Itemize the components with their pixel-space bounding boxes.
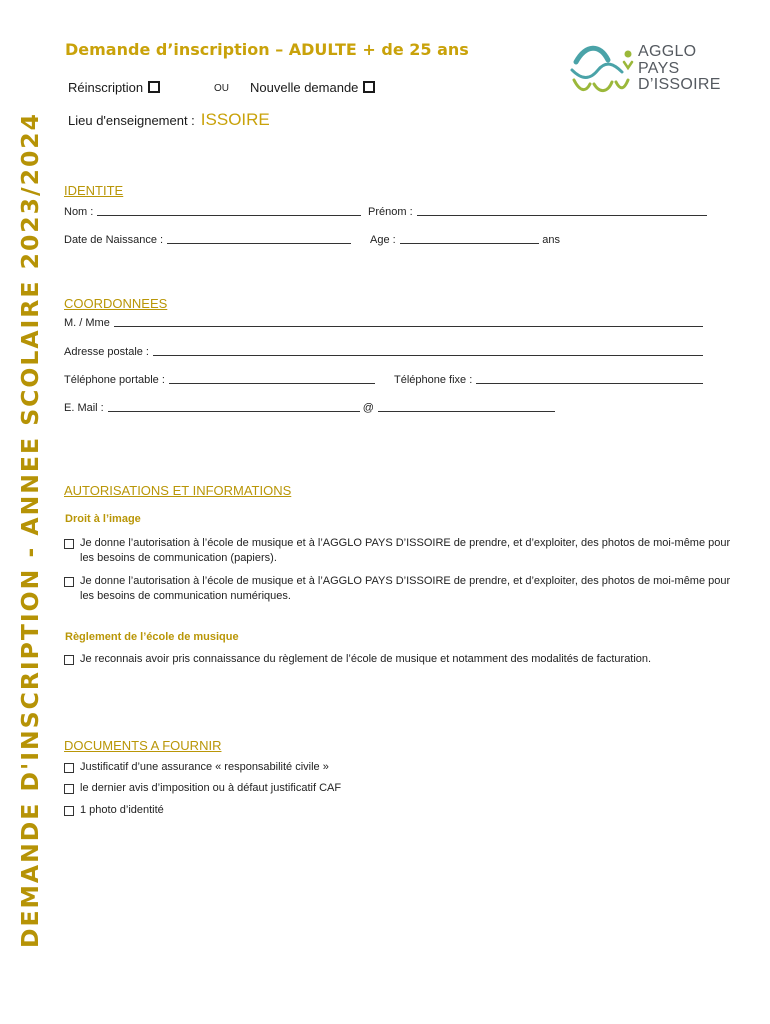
adresse-input-line[interactable] (153, 355, 703, 356)
nom-input-line[interactable] (97, 215, 361, 216)
date-naissance-label: Date de Naissance : (64, 234, 164, 246)
consent-image-numerique[interactable] (64, 574, 744, 603)
reinscription-option[interactable] (68, 80, 160, 95)
document-item-photo[interactable] (64, 803, 164, 818)
reinscription-label: Réinscription (68, 80, 144, 95)
prenom-input-line[interactable] (417, 215, 707, 216)
document-photo-text: 1 photo d’identité (80, 804, 164, 816)
lieu-label: Lieu d'enseignement : (68, 113, 195, 128)
document-item-assurance[interactable] (64, 760, 329, 775)
droit-image-subtitle: Droit à l’image (65, 513, 141, 525)
agglo-logo-text (638, 44, 721, 94)
age-field[interactable] (370, 234, 560, 246)
document-imposition-text: le dernier avis d’imposition ou à défaut justificatif CAF (80, 782, 342, 794)
logo-line-3: D’ISSOIRE (638, 76, 721, 93)
civilite-input-line[interactable] (114, 326, 703, 327)
nom-label: Nom : (64, 206, 94, 218)
reinscription-checkbox[interactable] (148, 81, 160, 93)
agglo-logo-icon (568, 40, 638, 96)
consent-image-papier-text: Je donne l’autorisation à l’école de musique et à l’AGGLO PAYS D’ISSOIRE de prendre, et d’exploiter, des photos de moi-même pour les besoins de communication (papiers). (80, 537, 731, 564)
email-at-sign: @ (362, 402, 374, 414)
document-imposition-checkbox[interactable] (64, 784, 74, 794)
side-banner (0, 0, 70, 1024)
tel-portable-field[interactable] (64, 374, 378, 386)
lieu-value: ISSOIRE (200, 110, 270, 129)
date-naissance-field[interactable] (64, 234, 354, 246)
age-input-line[interactable] (400, 243, 540, 244)
tel-fixe-label: Téléphone fixe : (394, 374, 473, 386)
consent-image-papier-checkbox[interactable] (64, 539, 74, 549)
logo-line-1: AGGLO (638, 43, 697, 60)
age-label: Age : (370, 234, 396, 246)
prenom-field[interactable] (368, 206, 710, 218)
section-coordonnees-title: COORDONNEES (64, 296, 168, 311)
nouvelle-demande-label: Nouvelle demande (250, 80, 359, 95)
adresse-label: Adresse postale : (64, 346, 149, 358)
consent-reglement-text: Je reconnais avoir pris connaissance du règlement de l’école de musique et notamment des modalités de facturation. (80, 653, 652, 665)
form-title: Demande d’inscription – ADULTE + de 25 ans (65, 40, 469, 59)
civilite-field[interactable] (64, 317, 706, 329)
document-item-imposition[interactable] (64, 781, 341, 796)
ou-separator: OU (214, 83, 229, 94)
email-label: E. Mail : (64, 402, 104, 414)
age-unit: ans (542, 234, 560, 246)
consent-reglement[interactable] (64, 652, 714, 667)
adresse-field[interactable] (64, 346, 706, 358)
nouvelle-demande-checkbox[interactable] (363, 81, 375, 93)
civilite-label: M. / Mme (64, 317, 110, 329)
consent-image-numerique-checkbox[interactable] (64, 577, 74, 587)
prenom-label: Prénom : (368, 206, 413, 218)
logo-line-2: PAYS (638, 59, 680, 77)
lieu-enseignement (68, 110, 270, 130)
document-photo-checkbox[interactable] (64, 806, 74, 816)
side-banner-text: DEMANDE D'INSCRIPTION - ANNEE SCOLAIRE 2023/2024 (16, 111, 44, 949)
email-domain-input-line[interactable] (378, 411, 555, 412)
nom-field[interactable] (64, 206, 364, 218)
consent-image-numerique-text: Je donne l’autorisation à l’école de musique et à l’AGGLO PAYS D’ISSOIRE de prendre, et d’exploiter, des photos de moi-même pour les besoins de communication numériques. (80, 575, 731, 602)
tel-portable-label: Téléphone portable : (64, 374, 165, 386)
section-autorisations-title: AUTORISATIONS ET INFORMATIONS (64, 483, 292, 498)
document-assurance-checkbox[interactable] (64, 763, 74, 773)
tel-portable-input-line[interactable] (169, 383, 375, 384)
document-assurance-text: Justificatif d’une assurance « responsabilité civile » (80, 761, 329, 773)
email-user-input-line[interactable] (108, 411, 360, 412)
email-field[interactable] (64, 402, 558, 414)
tel-fixe-input-line[interactable] (476, 383, 703, 384)
consent-reglement-checkbox[interactable] (64, 655, 74, 665)
reglement-subtitle: Règlement de l’école de musique (65, 631, 239, 643)
tel-fixe-field[interactable] (394, 374, 706, 386)
section-documents-title: DOCUMENTS A FOURNIR (64, 738, 222, 753)
section-identite-title: IDENTITE (64, 183, 124, 198)
date-naissance-input-line[interactable] (167, 243, 351, 244)
consent-image-papier[interactable] (64, 536, 744, 565)
nouvelle-demande-option[interactable] (250, 80, 375, 95)
